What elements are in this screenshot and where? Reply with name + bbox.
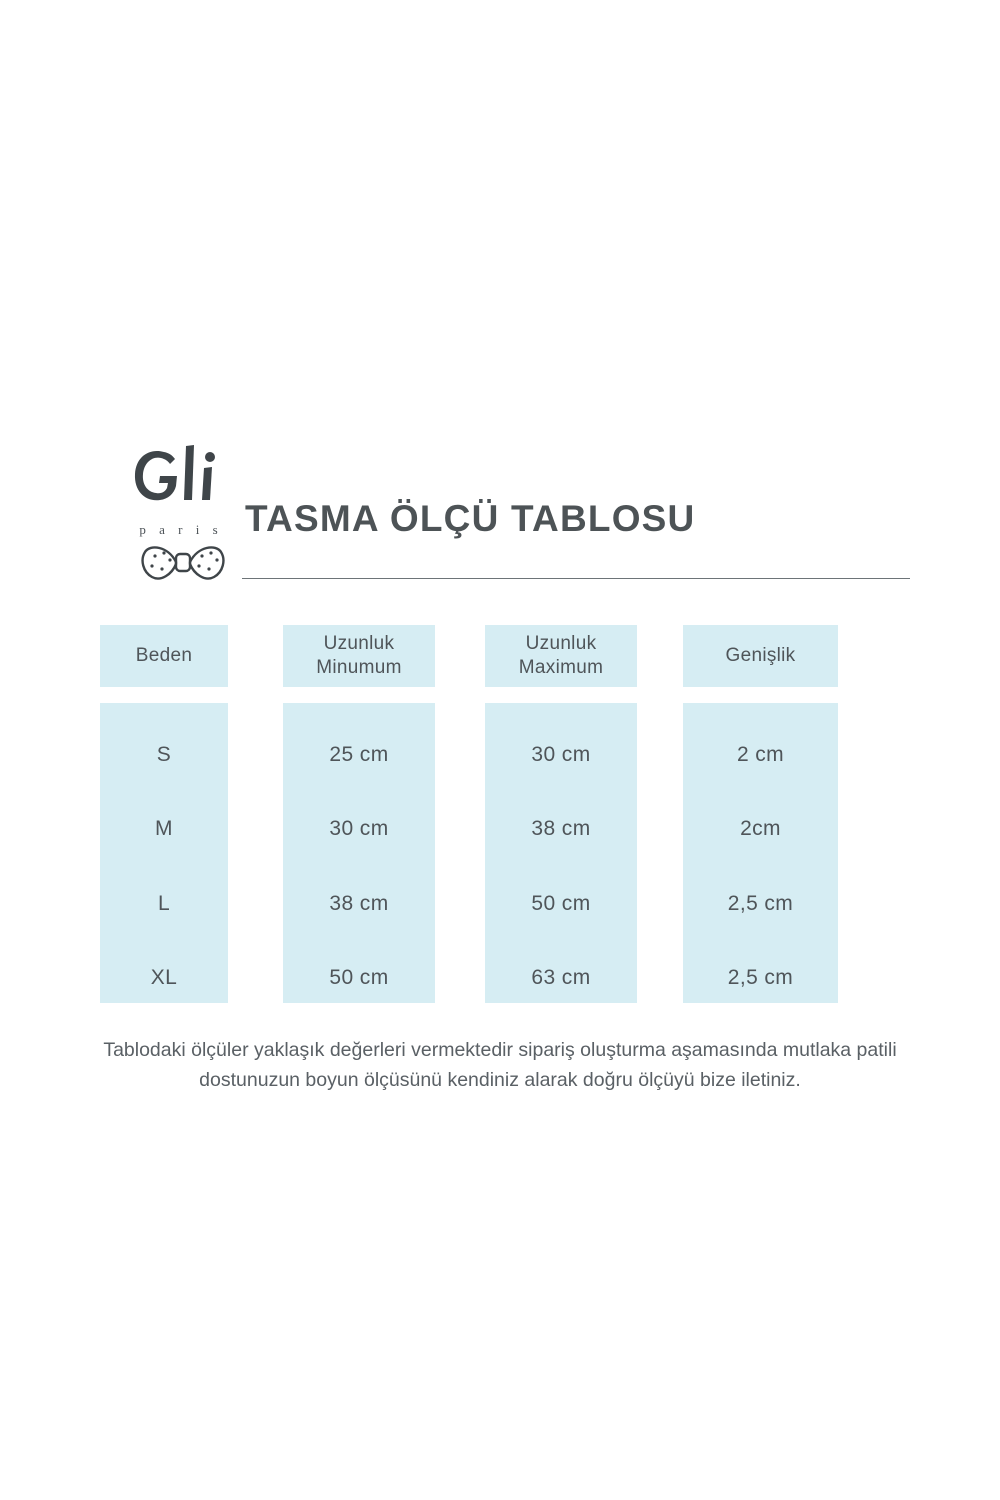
table-header-uzunluk-maximum (485, 625, 637, 687)
header-line-2: Minumum (316, 657, 402, 678)
cell-genislik: 2cm (740, 817, 781, 840)
page-title: TASMA ÖLÇÜ TABLOSU (245, 498, 696, 539)
bow-tie-icon (140, 540, 226, 584)
cell-genislik: 2,5 cm (727, 892, 794, 915)
header-line-1: Beden (135, 645, 193, 667)
table-header-uzunluk-minumum (283, 625, 435, 687)
footnote-line-1: Tablodaki ölçüler yaklaşık değerleri vermektedir sipariş oluşturma aşamasında mutlaka patili (103, 1039, 897, 1061)
brand-logo (120, 440, 240, 590)
header-line-2: Maximum (518, 657, 604, 678)
cell-min: 25 cm (329, 743, 389, 766)
cell-min: 38 cm (329, 892, 389, 915)
size-table (100, 625, 940, 1005)
cell-min: 30 cm (329, 817, 389, 840)
title-divider (242, 578, 910, 579)
header-line-1: Uzunluk (323, 633, 395, 655)
header-line-1: Uzunluk (525, 633, 597, 655)
cell-beden: S (156, 743, 172, 766)
cell-genislik: 2 cm (736, 743, 785, 766)
cell-beden: M (155, 817, 173, 840)
chart-header (100, 440, 910, 600)
table-header-beden (100, 625, 228, 687)
brand-sub-label: p a r i s (139, 522, 223, 537)
footnote-line-2: dostunuzun boyun ölçüsünü kendiniz alarak doğru ölçüyü bize iletiniz. (199, 1069, 801, 1092)
table-column-uzunluk-maximum (485, 703, 637, 1003)
cell-max: 63 cm (531, 966, 591, 989)
cell-max: 30 cm (531, 743, 591, 766)
table-column-uzunluk-minumum (283, 703, 435, 1003)
table-header-genislik (683, 625, 838, 687)
cell-max: 50 cm (531, 892, 591, 915)
cell-beden: XL (150, 966, 178, 989)
table-column-genislik (683, 703, 838, 1003)
cell-genislik: 2,5 cm (727, 966, 794, 989)
cell-max: 38 cm (531, 817, 591, 840)
chart-footnote (40, 1035, 960, 1095)
header-line-1: Genişlik (725, 645, 796, 667)
cell-beden: L (157, 892, 171, 915)
table-column-beden (100, 703, 228, 1003)
cell-min: 50 cm (329, 966, 389, 989)
